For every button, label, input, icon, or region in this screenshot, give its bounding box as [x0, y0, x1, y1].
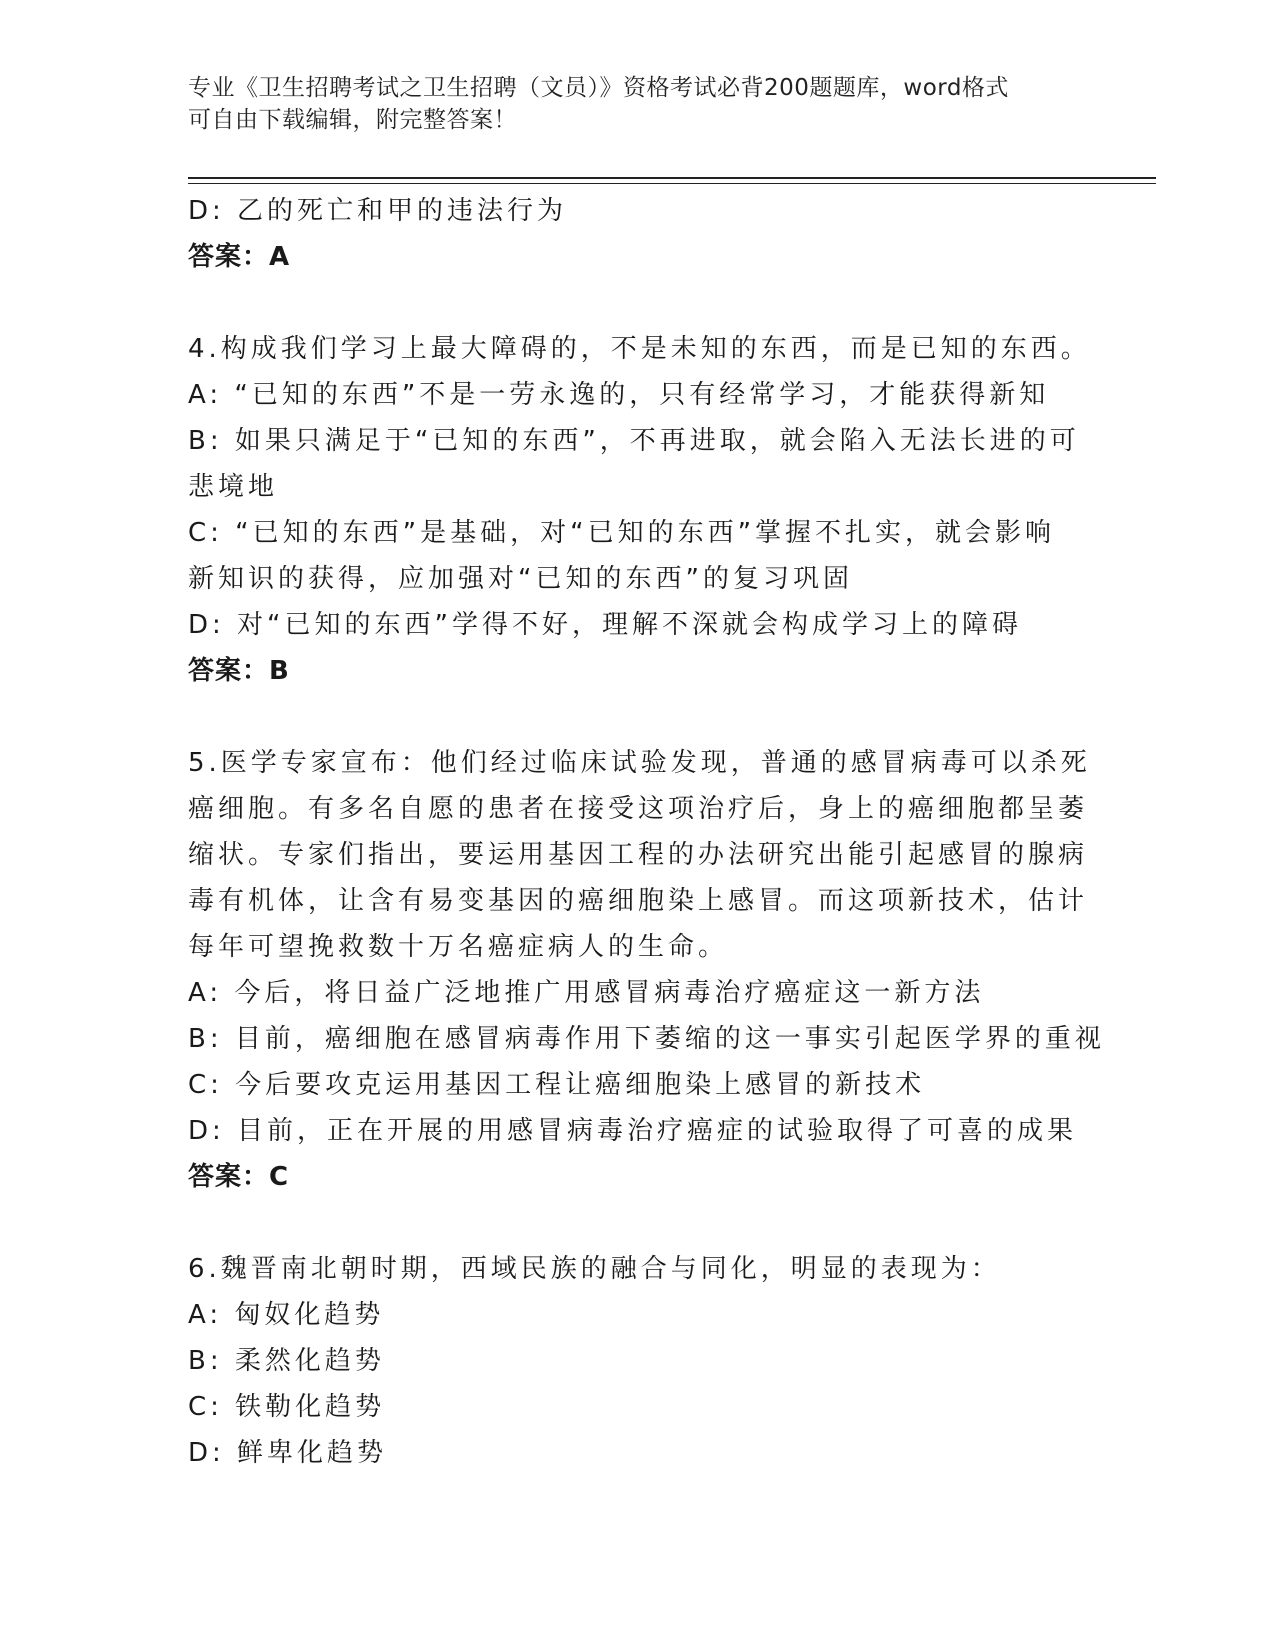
q3-option-d: D: 乙的死亡和甲的违法行为 — [188, 196, 568, 226]
q4-option-b-line-1: B: 如果只满足于“已知的东西”，不再进取，就会陷入无法长进的可 — [188, 426, 1080, 456]
q6-option-b: B: 柔然化趋势 — [188, 1346, 385, 1376]
q3-answer: 答案：A — [188, 242, 291, 272]
q4-option-d: D: 对“已知的东西”学得不好，理解不深就会构成学习上的障碍 — [188, 610, 1022, 640]
question-content — [188, 188, 1105, 1476]
document-header — [188, 72, 1068, 136]
q5-option-d: D: 目前，正在开展的用感冒病毒治疗癌症的试验取得了可喜的成果 — [188, 1116, 1078, 1146]
q5-option-c: C: 今后要攻克运用基因工程让癌细胞染上感冒的新技术 — [188, 1070, 926, 1100]
q4-option-a: A: “已知的东西”不是一劳永逸的，只有经常学习，才能获得新知 — [188, 380, 1050, 410]
q5-stem-line-1: 5.医学专家宣布：他们经过临床试验发现，普通的感冒病毒可以杀死 — [188, 748, 1091, 778]
header-divider-thin — [188, 183, 1156, 184]
q6-option-a: A: 匈奴化趋势 — [188, 1300, 385, 1330]
spacer — [188, 694, 1088, 740]
q5-stem-line-2: 癌细胞。有多名自愿的患者在接受这项治疗后，身上的癌细胞都呈萎 — [188, 794, 1089, 824]
spacer — [188, 1200, 1088, 1246]
q5-stem-line-5: 每年可望挽救数十万名癌症病人的生命。 — [188, 932, 729, 962]
q5-stem-line-3: 缩状。专家们指出，要运用基因工程的办法研究出能引起感冒的腺病 — [188, 840, 1089, 870]
q4-answer: 答案：B — [188, 656, 290, 686]
q6-option-c: C: 铁勒化趋势 — [188, 1392, 386, 1422]
q4-option-c-line-1: C: “已知的东西”是基础，对“已知的东西”掌握不扎实，就会影响 — [188, 518, 1056, 548]
q5-stem-line-4: 毒有机体，让含有易变基因的癌细胞染上感冒。而这项新技术，估计 — [188, 886, 1089, 916]
q4-option-c-line-2: 新知识的获得，应加强对“已知的东西”的复习巩固 — [188, 564, 853, 594]
q4-option-b-line-2: 悲境地 — [188, 472, 279, 502]
spacer — [188, 280, 1088, 326]
q5-option-b: B: 目前，癌细胞在感冒病毒作用下萎缩的这一事实引起医学界的重视 — [188, 1024, 1105, 1054]
q4-stem: 4.构成我们学习上最大障碍的，不是未知的东西，而是已知的东西。 — [188, 334, 1091, 364]
q5-answer: 答案：C — [188, 1162, 290, 1192]
q6-option-d: D: 鲜卑化趋势 — [188, 1438, 388, 1468]
header-line-2: 可自由下载编辑，附完整答案！ — [188, 107, 517, 133]
header-line-1: 专业《卫生招聘考试之卫生招聘（文员）》资格考试必背200题题库，word格式 — [188, 75, 1009, 101]
q6-stem: 6.魏晋南北朝时期，西域民族的融合与同化，明显的表现为： — [188, 1254, 1001, 1284]
header-divider-thick — [188, 177, 1156, 179]
q5-option-a: A: 今后，将日益广泛地推广用感冒病毒治疗癌症这一新方法 — [188, 978, 985, 1008]
